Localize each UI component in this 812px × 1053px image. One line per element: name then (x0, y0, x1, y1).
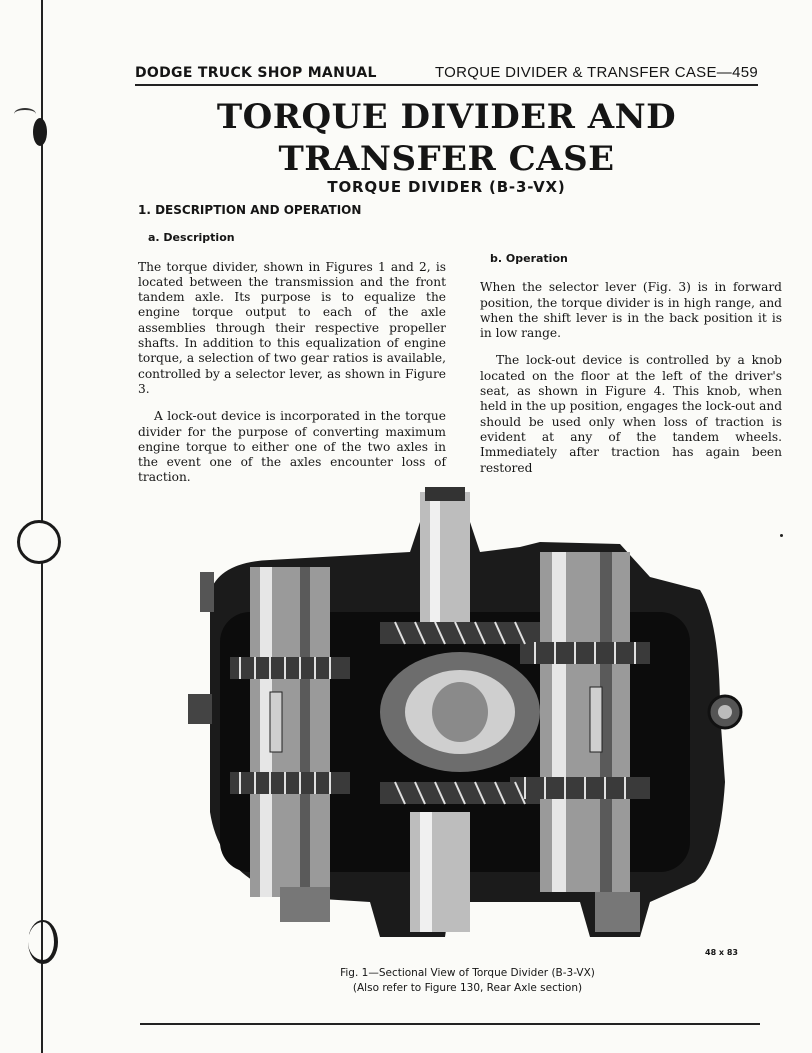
header-rule (135, 84, 758, 86)
left-column (138, 203, 446, 485)
binder-hole-top (33, 118, 47, 146)
page-subtitle: TORQUE DIVIDER (B-3-VX) (327, 178, 566, 196)
description-paragraph-2: A lock-out device is incorporated in the torque divider for the purpose of converting maximum engine torque to either one of the two axles in the event one of the axles encounter loss of traction. (138, 409, 446, 485)
binder-hole-bottom (28, 920, 58, 964)
figure-caption-line-1: Fig. 1—Sectional View of Torque Divider (B-3-VX) (340, 967, 595, 979)
manual-name: DODGE TRUCK SHOP MANUAL (135, 65, 377, 81)
running-header (135, 64, 758, 81)
operation-heading: b. Operation (490, 252, 568, 265)
section-page-number: TORQUE DIVIDER & TRANSFER CASE—459 (434, 64, 758, 81)
figure-caption (180, 966, 755, 996)
binder-hole-middle (17, 520, 61, 564)
figure-caption-line-2: (Also refer to Figure 130, Rear Axle section) (352, 982, 583, 994)
page-title-line-2: TRANSFER CASE (278, 139, 615, 179)
footer-rule (140, 1023, 760, 1025)
figure-code: 48 x 83 (705, 948, 738, 957)
operation-paragraph-1: When the selector lever (Fig. 3) is in forward position, the torque divider is in high range, and when the shift lever is in the back position it is in low range. (480, 280, 782, 341)
page-title (135, 96, 758, 180)
speck-mark (780, 534, 783, 537)
operation-paragraph-2: The lock-out device is controlled by a knob located on the floor at the left of the driver's seat, as shown in Figure 4. This knob, when held in the up position, engages the lock-out and should be used only when loss of traction is evident at any of the tandem wheels. Immediately after traction has again been restored (480, 353, 782, 475)
right-column (480, 203, 782, 475)
description-paragraph-1: The torque divider, shown in Figures 1 and 2, is located between the transmission and the front tandem axle. Its purpose is to equalize the engine torque output to each of the axle assemblies through their respective propeller shafts. In addition to this equalization of engine torque, a selection of two gear ratios is available, controlled by a selector lever, as shown in Figure 3. (138, 259, 446, 396)
torque-divider-sectional-view (180, 482, 755, 942)
section-heading: 1. DESCRIPTION AND OPERATION (138, 203, 362, 217)
operation-section (480, 251, 782, 475)
page-title-line-1: TORQUE DIVIDER AND (216, 97, 677, 137)
page-edge-mark (14, 108, 36, 120)
description-heading: a. Description (148, 231, 235, 245)
